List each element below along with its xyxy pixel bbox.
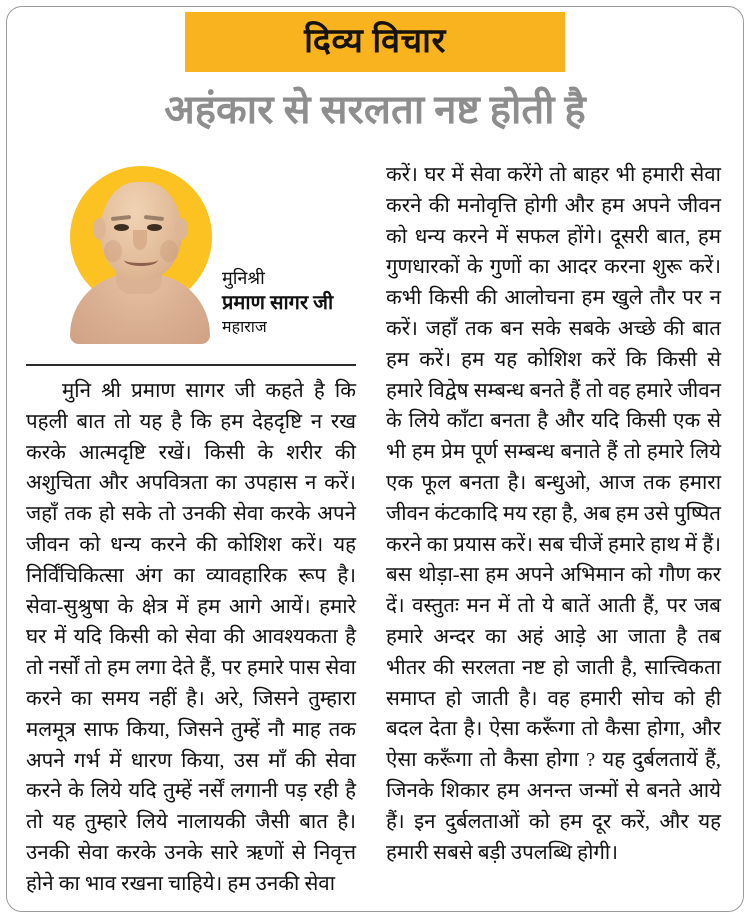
article-column-left bbox=[26, 160, 356, 902]
portrait-mouth bbox=[124, 254, 158, 266]
portrait-cheek-right bbox=[160, 240, 178, 262]
article-column-right bbox=[386, 160, 721, 902]
author-name: प्रमाण सागर जी bbox=[222, 292, 334, 314]
author-suffix: महाराज bbox=[222, 319, 267, 336]
author-byline bbox=[222, 266, 362, 339]
portrait-eye-left bbox=[114, 224, 129, 231]
portrait-ear-right bbox=[175, 218, 188, 240]
article-body-left: मुनि श्री प्रमाण सागर जी कहते है कि पहली बात तो यह है कि हम देहदृष्टि न रख करके आत्मदृष्टि रखें। किसी के शरीर की अशुचिता और अपवित्रता का उपहास न करें। जहाँ तक हो सके तो उनकी सेवा करके अपने जीवन को धन्य करने की कोशिश करें। यह निर्विंचिकित्सा अंग का व्यावहारिक रूप है। सेवा-सुश्रुषा के क्षेत्र में हम आगे आयें। हमारे घर में यदि किसी को सेवा की आवश्यकता है तो नर्सों तो हम लगा देते हैं, पर हमारे पास सेवा करने का समय नहीं है। अरे, जिसने तुम्हारा मलमूत्र साफ किया, जिसने तुम्हें नौ माह तक अपने गर्भ में धारण किया, उस माँ की सेवा करने के लिये यदि तुम्हें नर्सें लगानी पड़ रही है तो यह तुम्हारे लिये नालायकी जैसी बात है। उनकी सेवा करके उनके सारे ऋणों से निवृत्त होने का भाव रखना चाहिये। हम उनकी सेवा bbox=[26, 380, 356, 895]
masthead-title: दिव्य विचार bbox=[304, 23, 446, 60]
portrait-nose bbox=[133, 230, 147, 250]
masthead-banner bbox=[185, 12, 565, 72]
byline-divider bbox=[26, 364, 356, 366]
portrait-eye-right bbox=[147, 224, 162, 231]
portrait-cheek-left bbox=[104, 240, 122, 262]
article-columns bbox=[26, 160, 726, 902]
article-body-right: करें। घर में सेवा करेंगे तो बाहर भी हमारी सेवा करने की मनोवृत्ति होगी और हम अपने जीवन को धन्य करने में सफल होंगे। दूसरी बात, हम गुणधारकों के गुणों का आदर करना शुरू करें। कभी किसी की आलोचना हम खुले तौर पर न करें। जहाँ तक बन सके सबके अच्छे की बात हम करें। हम यह कोशिश करें कि किसी से हमारे विद्वेष सम्बन्ध बनते हैं तो वह हमारे जीवन के लिये काँटा बनता है और यदि किसी एक से भी हम प्रेम पूर्ण सम्बन्ध बनाते हैं तो हमारे लिये एक फूल बनता है। बन्धुओ, आज तक हमारा जीवन कंटकादि मय रहा है, अब हम उसे पुष्पित करने का प्रयास करें। सब चीजें हमारे हाथ में हैं। बस थोड़ा-सा हम अपने अभिमान को गौण कर दें। वस्तुतः मन में तो ये बातें आती हैं, पर जब हमारे अन्दर का अहं आड़े आ जाता है तब भीतर की सरलता नष्ट हो जाती है, सात्त्विकता समाप्त हो जाती है। वह हमारी सोच को ही बदल देता है। ऐसा करूँगा तो कैसा होगा, और ऐसा करूँगा तो कैसा होगा ? यह दुर्बलतायें हैं, जिनके शिकार हम अनन्त जन्मों से बनते आये हैं। इन दुर्बलताओं को हम दूर करें, और यह हमारी सबसे बड़ी उपलब्धि होगी। bbox=[386, 164, 721, 864]
portrait-ear-left bbox=[93, 218, 106, 240]
author-honorific: मुनिश्री bbox=[222, 268, 265, 288]
article-headline: अहंकार से सरलता नष्ट होती है bbox=[164, 87, 586, 132]
